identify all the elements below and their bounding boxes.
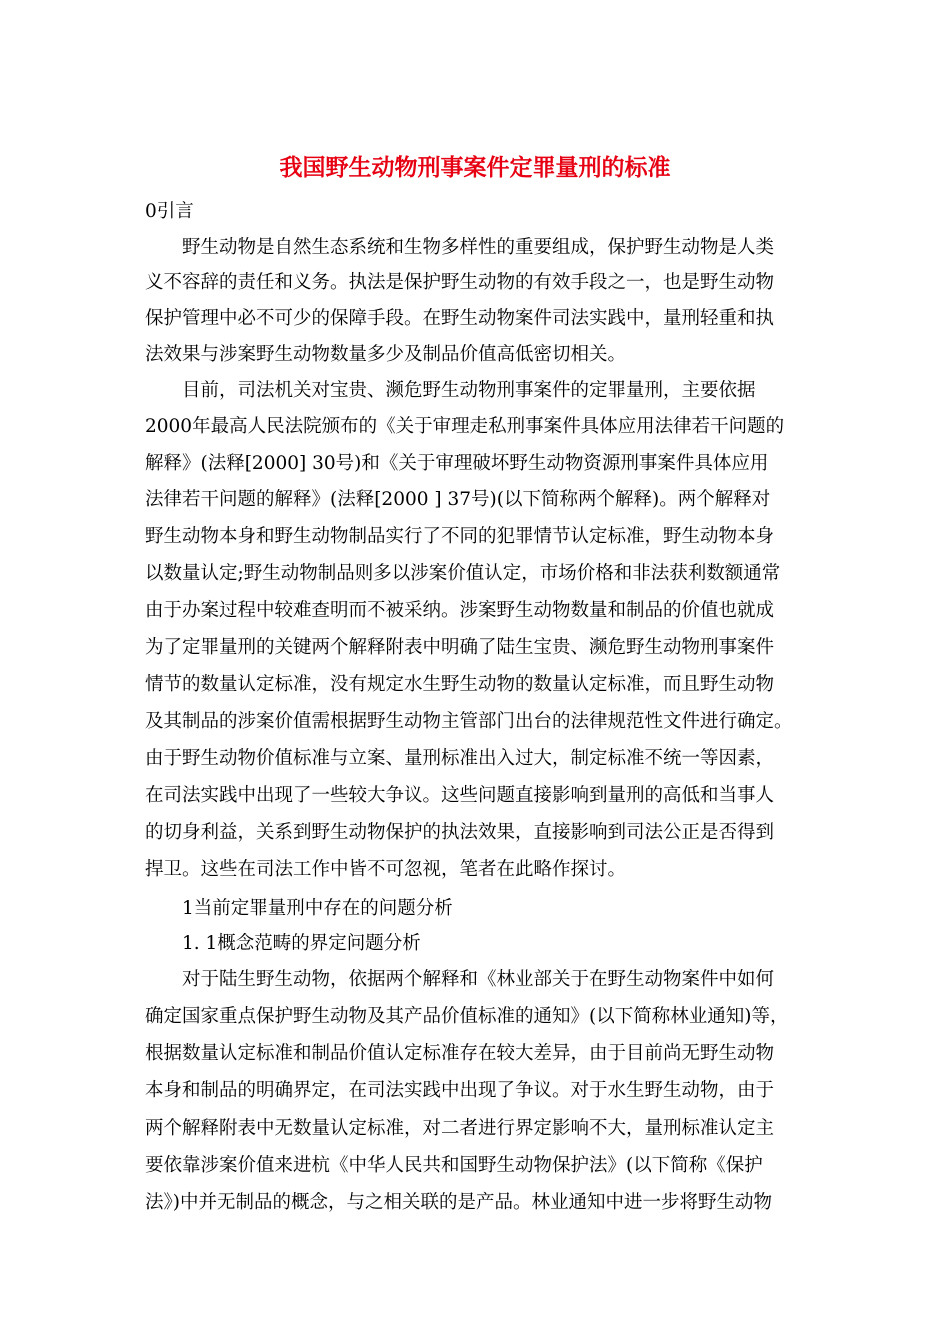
section-heading-intro: 0引言	[145, 201, 194, 222]
paragraph-line: 目前，司法机关对宝贵、濒危野生动物刑事案件的定罪量刑，主要依据	[182, 380, 756, 401]
paragraph-line: 法效果与涉案野生动物数量多少及制品价值高低密切相关。	[145, 344, 627, 365]
paragraph-line: 对于陆生野生动物，依据两个解释和《林业部关于在野生动物案件中如何	[182, 969, 775, 990]
subsection-heading-1-1: 1. 1概念范畴的界定问题分析	[182, 933, 421, 954]
document-title: 我国野生动物刑事案件定罪量刑的标准	[279, 154, 671, 181]
paragraph-line: 情节的数量认定标准，没有规定水生野生动物的数量认定标准，而且野生动物	[145, 674, 775, 695]
paragraph-line: 本身和制品的明确界定，在司法实践中出现了争议。对于水生野生动物，由于	[145, 1080, 775, 1101]
paragraph-line: 为了定罪量刑的关键两个解释附表中明确了陆生宝贵、濒危野生动物刑事案件	[145, 637, 775, 658]
paragraph-line: 野生动物是自然生态系统和生物多样性的重要组成，保护野生动物是人类	[182, 237, 775, 258]
paragraph-line: 由于野生动物价值标准与立案、量刑标准出入过大，制定标准不统一等因素，	[145, 748, 775, 769]
paragraph-line: 确定国家重点保护野生动物及其产品价值标准的通知》(以下简称林业通知)等，	[145, 1006, 789, 1027]
paragraph-line: 由于办案过程中较难查明而不被采纳。涉案野生动物数量和制品的价值也就成	[145, 600, 775, 621]
paragraph-line: 的切身利益，关系到野生动物保护的执法效果，直接影响到司法公正是否得到	[145, 822, 775, 843]
paragraph-line: 要依靠涉案价值来进杭《中华人民共和国野生动物保护法》(以下简称《保护	[145, 1155, 763, 1176]
paragraph-line: 两个解释附表中无数量认定标准，对二者进行界定影响不大，量刑标准认定主	[145, 1118, 775, 1139]
paragraph-line: 法》)中并无制品的概念，与之相关联的是产品。林业通知中进一步将野生动物	[145, 1192, 772, 1213]
paragraph-line: 义不容辞的责任和义务。执法是保护野生动物的有效手段之一，也是野生动物	[145, 272, 775, 293]
paragraph-line: 野生动物本身和野生动物制品实行了不同的犯罪情节认定标准，野生动物本身	[145, 526, 775, 547]
paragraph-line: 保护管理中必不可少的保障手段。在野生动物案件司法实践中，量刑轻重和执	[145, 308, 775, 329]
paragraph-line: 以数量认定;野生动物制品则多以涉案价值认定，市场价格和非法获利数额通常	[145, 563, 781, 584]
paragraph-line: 2000年最高人民法院颁布的《关于审理走私刑事案件具体应用法律若干问题的	[145, 416, 785, 437]
section-heading-1: 1当前定罪量刑中存在的问题分析	[182, 898, 453, 919]
paragraph-line: 根据数量认定标准和制品价值认定标准存在较大差异，由于目前尚无野生动物	[145, 1043, 775, 1064]
paragraph-line: 解释》(法释[2000] 30号)和《关于审理破坏野生动物资源刑事案件具体应用	[145, 453, 769, 474]
paragraph-line: 在司法实践中出现了一些较大争议。这些问题直接影响到量刑的高低和当事人	[145, 785, 775, 806]
paragraph-line: 及其制品的涉案价值需根据野生动物主管部门出台的法律规范性文件进行确定。	[145, 711, 793, 732]
paragraph-line: 法律若干问题的解释》(法释[2000 ] 37号)(以下简称两个解释)。两个解释对	[145, 489, 771, 510]
paragraph-line: 捍卫。这些在司法工作中皆不可忽视，笔者在此略作探讨。	[145, 859, 627, 880]
